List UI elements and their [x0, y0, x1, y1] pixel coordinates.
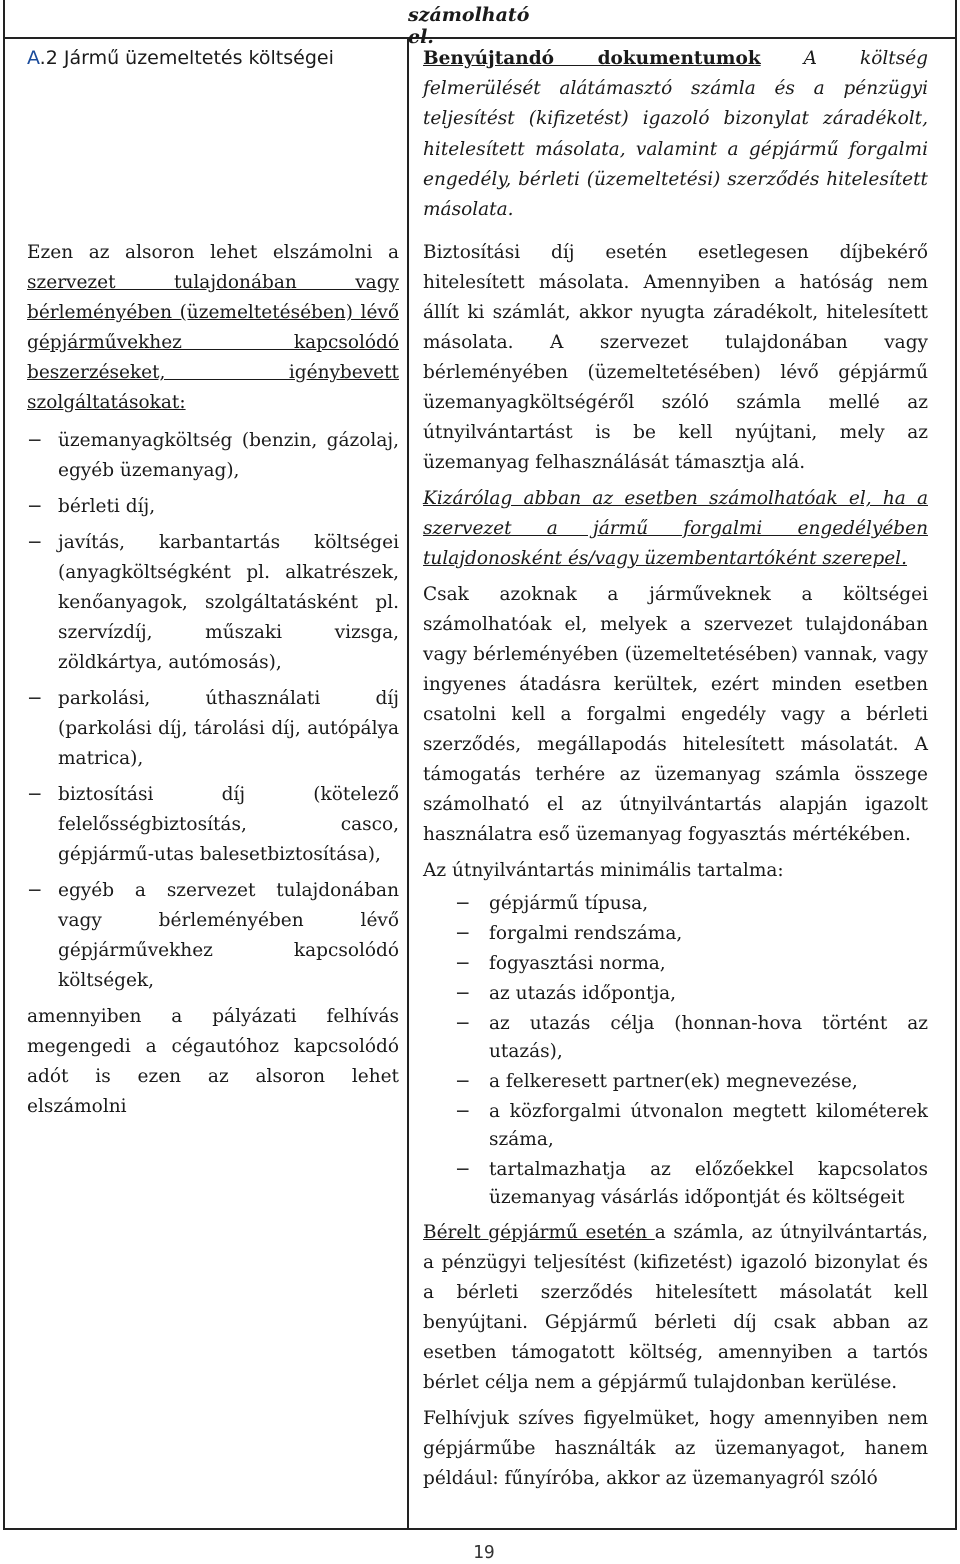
- list-item: [423, 1098, 928, 1154]
- left-intro-first: Ezen az alsoron lehet elszámolni a: [27, 242, 399, 263]
- page-number: 19: [473, 1542, 495, 1563]
- list-item: [27, 780, 399, 870]
- left-closing: amennyiben a pályázati felhívás megengedi a cégautóhoz kapcsolódó adót is ezen az alsoron lehet elszámolni: [27, 1006, 399, 1117]
- left-cell: [27, 238, 399, 1122]
- documents-text: A költség felmerülését alátámasztó számla és a pénzügyi teljesítést (kifizetést) igazoló bizonylat záradékolt, hitelesített másolata, valamint a gépjármű forgalmi engedély, bérleti (üzemeltetési) szerződés hitelesített másolata.: [423, 48, 928, 221]
- rented-vehicle-text: a számla, az útnyilvántartás, a pénzügyi teljesítést (kifizetést) igazoló bizonylat és a bérleti szerződés hitelesített másolatát kell benyújtani. Gépjármű bérleti díj csak abban az esetben támogatott költség, amennyiben a tartós bérlet célja nem a gépjármű tulajdonban kerülése.: [423, 1222, 928, 1393]
- dash-marker: −: [455, 953, 471, 974]
- list-item: [423, 1156, 928, 1212]
- list-item-text: az utazás időpontja,: [489, 983, 677, 1004]
- dash-marker: −: [455, 1101, 471, 1122]
- list-item-text: a közforgalmi útvonalon megtett kilométerek száma,: [489, 1101, 928, 1150]
- logbook-heading: Az útnyilvántartás minimális tartalma:: [423, 860, 784, 881]
- left-intro-underlined: szervezet tulajdonában vagy bérleményében (üzemeltetésében) lévő gépjárművekhez kapcsolódó beszerzéseket, igénybevett szolgáltatásokat:: [27, 272, 399, 413]
- rented-vehicle-paragraph: [423, 1218, 928, 1398]
- list-item-text: az utazás célja (honnan-hova történt az utazás),: [489, 1013, 928, 1062]
- dash-marker: −: [27, 430, 43, 451]
- list-item-text: biztosítási díj (kötelező felelősségbiztosítás, casco, gépjármű-utas balesetbiztosítása),: [58, 784, 399, 865]
- list-item: [423, 920, 928, 948]
- list-item: [27, 528, 399, 678]
- notice-paragraph: Felhívjuk szíves figyelmüket, hogy amennyiben nem gépjárműbe használták az üzemanyagot, hanem például: fűnyíróba, akkor az üzemanyagról szóló: [423, 1408, 928, 1489]
- list-item: [423, 1068, 928, 1096]
- list-item: [423, 950, 928, 978]
- dash-marker: −: [455, 923, 471, 944]
- list-item: [423, 890, 928, 918]
- heading-prefix: A: [27, 47, 40, 69]
- insurance-paragraph: Biztosítási díj esetén esetlegesen díjbekérő hitelesített másolata. Amennyiben a hatóság nem állít ki számlát, akkor nyugta záradékolt, hitelesített másolata. A szervezet tulajdonában vagy bérleményében (üzemeltetésében) lévő gépjármű üzemanyagköltségéről szóló számla mellé az útnyilvántartást is be kell nyújtani, mely az üzemanyag felhasználását támasztja alá.: [423, 242, 928, 473]
- list-item-text: tartalmazhatja az előzőekkel kapcsolatos üzemanyag vásárlás időpontját és költségeit: [489, 1159, 928, 1208]
- list-item: [27, 426, 399, 486]
- dash-marker: −: [455, 893, 471, 914]
- cost-list: [27, 426, 399, 996]
- documents-label: Benyújtandó dokumentumok: [423, 48, 761, 69]
- dash-marker: −: [455, 1071, 471, 1092]
- list-item-text: a felkeresett partner(ek) megnevezése,: [489, 1071, 858, 1092]
- list-item-text: bérleti díj,: [58, 496, 156, 517]
- dash-marker: −: [455, 983, 471, 1004]
- dash-marker: −: [27, 688, 43, 709]
- list-item-text: üzemanyagköltség (benzin, gázolaj, egyéb üzemanyag),: [58, 430, 399, 481]
- dash-marker: −: [27, 532, 43, 553]
- list-item-text: parkolási, úthasználati díj (parkolási díj, tárolási díj, autópálya matrica),: [58, 688, 399, 769]
- dash-marker: −: [27, 784, 43, 805]
- dash-marker: −: [27, 496, 43, 517]
- list-item: [27, 492, 399, 522]
- column-divider: [407, 37, 409, 1530]
- list-item-text: forgalmi rendszáma,: [489, 923, 683, 944]
- logbook-list: [423, 890, 928, 1212]
- ownership-condition: Kizárólag abban az esetben számolhatóak el, ha a szervezet a jármű forgalmi engedélyében tulajdonosként és/vagy üzembentartóként szerepel.: [423, 488, 928, 569]
- list-item-text: fogyasztási norma,: [489, 953, 666, 974]
- list-item: [27, 876, 399, 996]
- list-item-text: javítás, karbantartás költségei (anyagköltségként pl. alkatrészek, kenőanyagok, szolgáltatásként pl. szervízdíj, műszaki vizsga, zöldkártya, autómosás),: [58, 532, 399, 673]
- top-cell-text: számolható el.: [408, 4, 530, 48]
- dash-marker: −: [27, 880, 43, 901]
- list-item-text: gépjármű típusa,: [489, 893, 649, 914]
- right-cell: [423, 238, 928, 1494]
- list-item: [423, 1010, 928, 1066]
- section-heading: [27, 47, 334, 69]
- list-item-text: egyéb a szervezet tulajdonában vagy bérleményében lévő gépjárművekhez kapcsolódó költségek,: [58, 880, 399, 991]
- heading-text: .2 Jármű üzemeltetés költségei: [39, 47, 334, 69]
- right-top-cell: [423, 44, 928, 225]
- dash-marker: −: [455, 1159, 471, 1180]
- list-item: [27, 684, 399, 774]
- left-intro: [27, 238, 399, 418]
- vehicles-paragraph: Csak azoknak a járműveknek a költségei számolhatóak el, melyek a szervezet tulajdonában vagy bérleményében (üzemeltetésében) vannak, vagy ingyenes átadásra kerültek, ezért minden esetben csatolni kell a forgalmi engedély vagy a bérleti szerződés, megállapodás hitelesített másolatát. A támogatás terhére az üzemanyag számla összege számolható el az útnyilvántartás alapján igazolt használatra eső üzemanyag fogyasztás mértékében.: [423, 584, 928, 845]
- dash-marker: −: [455, 1013, 471, 1034]
- rented-vehicle-label: Bérelt gépjármű esetén: [423, 1222, 655, 1243]
- list-item: [423, 980, 928, 1008]
